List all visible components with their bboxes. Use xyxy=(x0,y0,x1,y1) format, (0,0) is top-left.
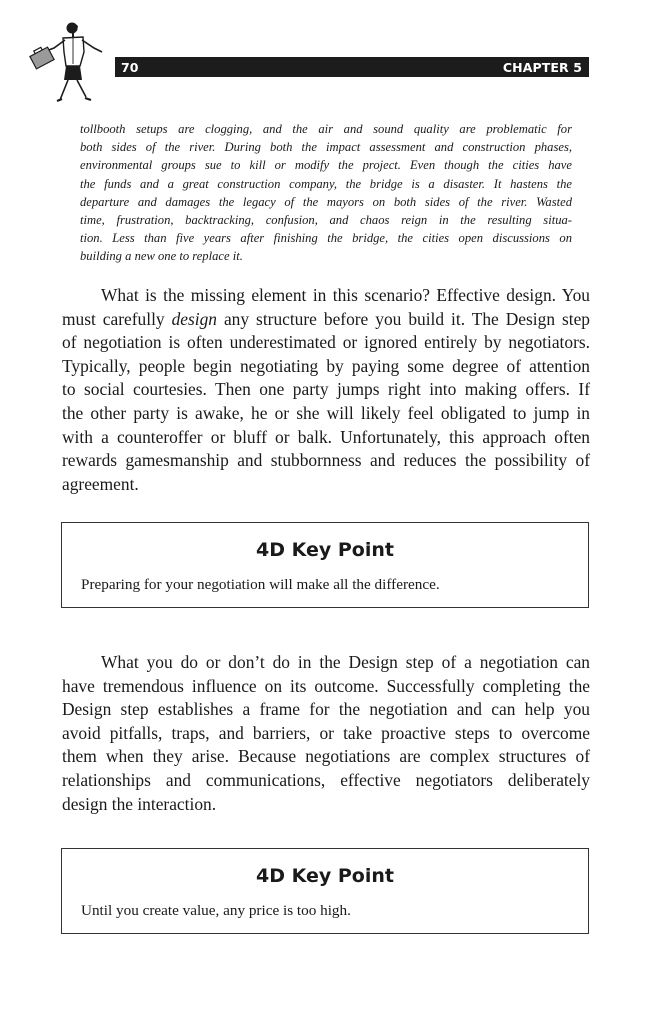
page-number: 70 xyxy=(121,59,139,75)
key-point-title: 4D Key Point xyxy=(256,539,394,561)
key-point-box xyxy=(61,522,589,608)
paragraph-line: Typically, people begin negotiating by paying some degree of attention xyxy=(62,355,590,376)
paragraph-line: What is the missing element in this scenario? Effective design. You xyxy=(101,285,590,305)
paragraph-line xyxy=(62,308,590,332)
body-paragraph-design-step xyxy=(62,651,590,816)
emphasis-design: design xyxy=(171,308,217,329)
excerpt-line: time, frustration, backtracking, confusion, and chaos reign in the resulting situa- xyxy=(80,213,572,228)
excerpt-line: departure and damages the legacy of the mayors on both sides of the river. Wasted xyxy=(80,194,572,209)
body-paragraph-design xyxy=(62,284,590,496)
excerpt-line: the funds and a great construction company, the bridge is a disaster. It hastens the xyxy=(80,176,572,191)
excerpt-line: building a new one to replace it. xyxy=(80,249,243,264)
paragraph-line: design the interaction. xyxy=(62,793,217,814)
chapter-label: CHAPTER 5 xyxy=(502,59,582,75)
paragraph-line: agreement. xyxy=(62,473,139,494)
paragraph-line: relationships and communications, effective negotiators deliberately xyxy=(62,769,590,790)
paragraph-line: them when they arise. Because negotiations are complex structures of xyxy=(62,746,590,767)
paragraph-line: avoid pitfalls, traps, and barriers, or take proactive steps to overcome xyxy=(62,722,590,743)
excerpt-line: tollbooth setups are clogging, and the air and sound quality are problematic for xyxy=(80,122,572,136)
key-point-title: 4D Key Point xyxy=(256,865,394,887)
running-header xyxy=(115,57,589,77)
excerpt-line: tion. Less than five years after finishing the bridge, the cities open discussions on xyxy=(80,231,572,246)
paragraph-line: the other party is awake, he or she will likely feel obligated to jump in xyxy=(62,402,590,423)
paragraph-line: with a counteroffer or bluff or balk. Unfortunately, this approach often xyxy=(62,426,590,447)
scenario-excerpt xyxy=(80,120,572,266)
businesswoman-with-briefcase-icon xyxy=(28,18,108,108)
excerpt-line: environmental groups sue to kill or modify the project. Even though the cities have xyxy=(80,158,572,173)
paragraph-line: have tremendous influence on its outcome. Successfully completing the xyxy=(62,675,590,696)
key-point-text: Preparing for your negotiation will make all the difference. xyxy=(81,576,440,593)
paragraph-line: What you do or don’t do in the Design step of a negotiation can xyxy=(101,652,590,672)
paragraph-line: Design step establishes a frame for the negotiation and can help you xyxy=(62,699,590,720)
key-point-box xyxy=(61,848,589,934)
paragraph-line: to social courtesies. Then one party jumps right into making offers. If xyxy=(62,379,590,400)
paragraph-text: must carefully xyxy=(62,308,172,329)
paragraph-line: of negotiation is often underestimated or ignored entirely by negotiators. xyxy=(62,332,590,353)
key-point-text: Until you create value, any price is too high. xyxy=(81,902,351,919)
paragraph-text: any structure before you build it. The Design step xyxy=(216,308,591,329)
excerpt-line: both sides of the river. During both the impact assessment and construction phases, xyxy=(80,140,572,155)
paragraph-line: rewards gamesmanship and stubbornness and reduces the possibility of xyxy=(62,450,590,471)
